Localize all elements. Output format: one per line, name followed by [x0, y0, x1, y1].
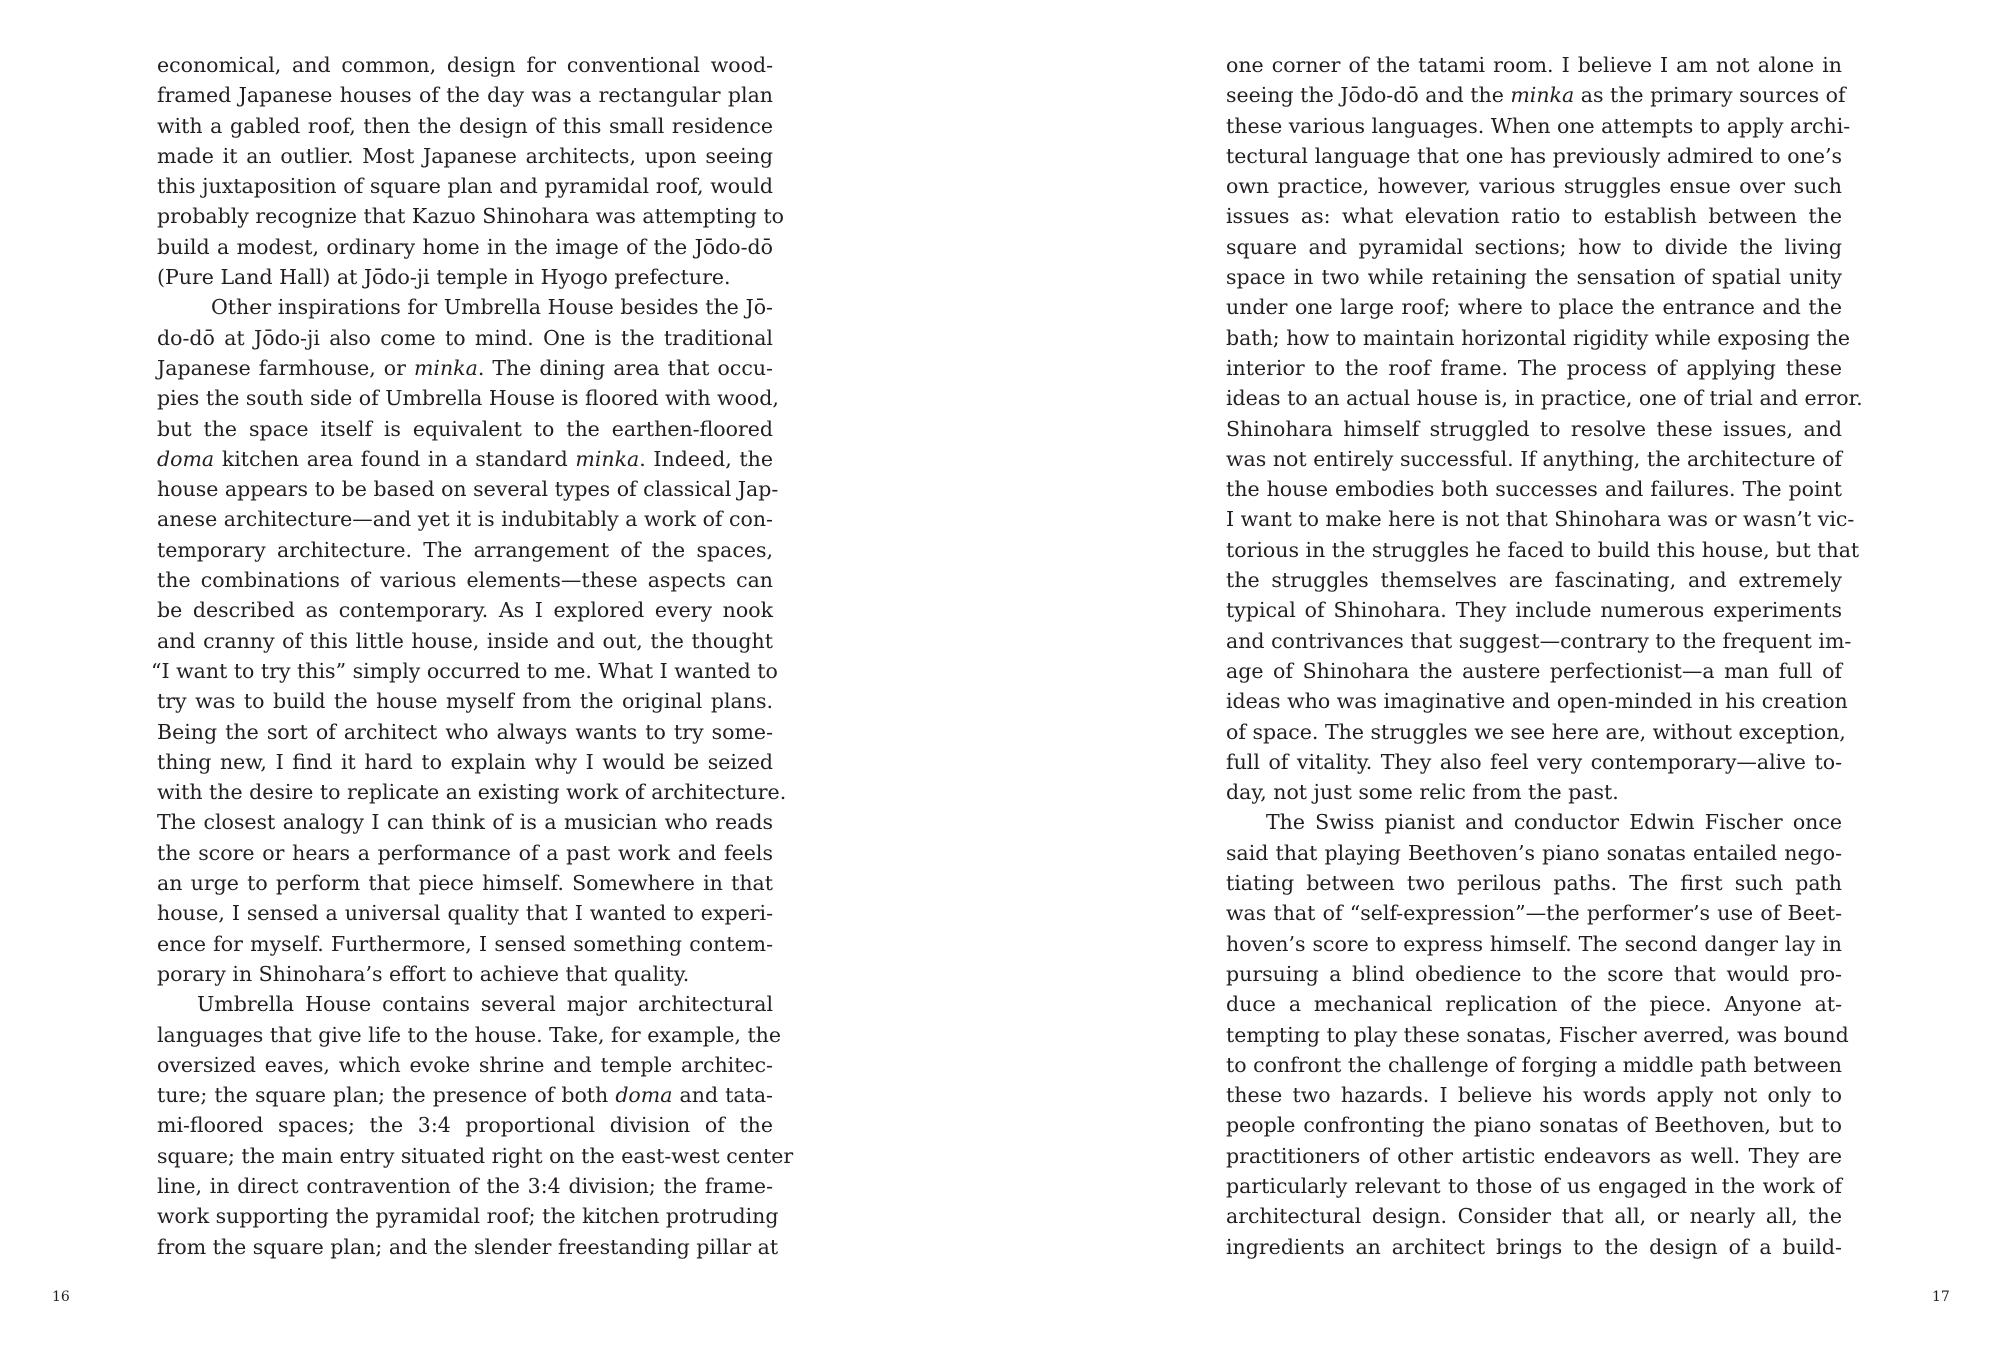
text-line: hoven’s score to express himself. The second danger lay in: [1226, 931, 1842, 956]
text-line: architectural design. Consider that all, or nearly all, the: [1226, 1204, 1842, 1229]
page-number-right: 17: [1932, 1289, 1950, 1305]
text-line: line, in direct contravention of the 3:4 division; the frame-: [157, 1173, 773, 1198]
text-line: porary in Shinohara’s effort to achieve that quality.: [157, 961, 690, 986]
text-line: doma kitchen area found in a standard minka. Indeed, the: [157, 446, 773, 471]
text-line: own practice, however, various struggles ensue over such: [1226, 174, 1842, 199]
text-line: anese architecture—and yet it is indubitably a work of con-: [157, 507, 773, 532]
text-line: interior to the roof frame. The process of applying these: [1226, 355, 1842, 380]
text-line: made it an outlier. Most Japanese architects, upon seeing: [157, 143, 773, 168]
text-line: pies the south side of Umbrella House is floored with wood,: [157, 386, 779, 411]
text-line: temporary architecture. The arrangement of the spaces,: [157, 537, 773, 562]
text-line: languages that give life to the house. Take, for example, the: [157, 1022, 782, 1047]
text-line: Umbrella House contains several major architectural: [197, 992, 773, 1017]
text-line: these two hazards. I believe his words apply not only to: [1226, 1083, 1842, 1108]
text-line: these various languages. When one attempts to apply archi-: [1226, 113, 1851, 138]
text-line: Japanese farmhouse, or minka. The dining area that occu-: [157, 355, 773, 380]
text-line: people confronting the piano sonatas of Beethoven, but to: [1226, 1113, 1842, 1138]
text-line: be described as contemporary. As I explored every nook: [157, 598, 773, 623]
text-line: bath; how to maintain horizontal rigidity while exposing the: [1226, 325, 1851, 350]
text-line: particularly relevant to those of us engaged in the work of: [1226, 1173, 1842, 1198]
text-line: space in two while retaining the sensation of spatial unity: [1226, 265, 1842, 290]
text-line: probably recognize that Kazuo Shinohara was attempting to: [157, 204, 785, 229]
left-text-column: [151, 50, 794, 1262]
right-page: [1000, 0, 2000, 1357]
text-line: do-dō at Jōdo-ji also come to mind. One is the traditional: [157, 325, 773, 350]
text-line: from the square plan; and the slender freestanding pillar at: [157, 1234, 779, 1259]
text-line: this juxtaposition of square plan and pyramidal roof, would: [157, 174, 773, 199]
text-line: Other inspirations for Umbrella House besides the Jō-: [211, 295, 773, 320]
text-line: seeing the Jōdo-dō and the minka as the primary sources of: [1226, 83, 1846, 108]
text-line: work supporting the pyramidal roof; the kitchen protruding: [157, 1204, 779, 1229]
right-text-column: [1226, 50, 1863, 1262]
text-line: was that of “self-expression”—the performer’s use of Beet-: [1226, 901, 1842, 926]
text-line: ture; the square plan; the presence of both doma and tata-: [157, 1083, 773, 1108]
text-line: typical of Shinohara. They include numerous experiments: [1226, 598, 1842, 623]
text-line: duce a mechanical replication of the piece. Anyone at-: [1226, 992, 1842, 1017]
text-line: the score or hears a performance of a past work and feels: [157, 840, 773, 865]
text-line: Being the sort of architect who always wants to try some-: [157, 719, 773, 744]
text-line: under one large roof; where to place the entrance and the: [1226, 295, 1842, 320]
text-line: and cranny of this little house, inside and out, the thought: [157, 628, 773, 653]
text-line: house appears to be based on several types of classical Jap-: [157, 477, 779, 502]
text-line: was not entirely successful. If anything, the architecture of: [1226, 446, 1842, 471]
text-line: said that playing Beethoven’s piano sonatas entailed nego-: [1226, 840, 1842, 865]
text-line: build a modest, ordinary home in the image of the Jōdo-dō: [157, 234, 773, 259]
text-line: thing new, I find it hard to explain why I would be seized: [157, 749, 773, 774]
text-line: the struggles themselves are fascinating, and extremely: [1226, 568, 1842, 593]
text-line: ideas to an actual house is, in practice, one of trial and error.: [1226, 386, 1863, 411]
text-line: (Pure Land Hall) at Jōdo-ji temple in Hyogo prefecture.: [157, 265, 731, 290]
text-line: the house embodies both successes and failures. The point: [1226, 477, 1842, 502]
text-line: an urge to perform that piece himself. Somewhere in that: [157, 871, 773, 896]
text-line: The closest analogy I can think of is a musician who reads: [157, 810, 773, 835]
text-line: tectural language that one has previously admired to one’s: [1226, 143, 1842, 168]
text-line: oversized eaves, which evoke shrine and temple architec-: [157, 1052, 773, 1077]
text-line: “I want to try this” simply occurred to me. What I wanted to: [151, 658, 778, 683]
text-line: The Swiss pianist and conductor Edwin Fischer once: [1266, 810, 1842, 835]
text-line: to confront the challenge of forging a middle path between: [1226, 1052, 1842, 1077]
text-line: and contrivances that suggest—contrary to the frequent im-: [1226, 628, 1852, 653]
text-line: economical, and common, design for conventional wood-: [157, 53, 773, 77]
text-line: framed Japanese houses of the day was a rectangular plan: [157, 83, 773, 108]
text-line: tiating between two perilous paths. The first such path: [1226, 871, 1842, 896]
text-line: but the space itself is equivalent to the earthen-floored: [157, 416, 773, 441]
text-line: with the desire to replicate an existing work of architecture.: [157, 780, 787, 805]
text-line: ence for myself. Furthermore, I sensed something contem-: [157, 931, 773, 956]
text-line: pursuing a blind obedience to the score that would pro-: [1226, 961, 1842, 986]
page-number-left: 16: [52, 1289, 70, 1305]
text-line: ideas who was imaginative and open-minded in his creation: [1226, 689, 1848, 714]
text-line: with a gabled roof, then the design of this small residence: [157, 113, 773, 138]
text-line: full of vitality. They also feel very contemporary—alive to-: [1226, 749, 1842, 774]
text-line: house, I sensed a universal quality that I wanted to experi-: [157, 901, 773, 926]
text-line: age of Shinohara the austere perfectionist—a man full of: [1226, 658, 1842, 683]
text-line: try was to build the house myself from the original plans.: [157, 689, 773, 714]
text-line: square; the main entry situated right on the east-west center: [157, 1143, 794, 1168]
text-line: tempting to play these sonatas, Fischer averred, was bound: [1226, 1022, 1849, 1047]
text-line: ingredients an architect brings to the design of a build-: [1226, 1234, 1842, 1259]
text-line: day, not just some relic from the past.: [1226, 780, 1619, 805]
text-line: square and pyramidal sections; how to divide the living: [1226, 234, 1842, 259]
text-line: practitioners of other artistic endeavors as well. They are: [1226, 1143, 1842, 1168]
text-line: of space. The struggles we see here are, without exception,: [1226, 719, 1846, 744]
text-line: the combinations of various elements—these aspects can: [157, 568, 773, 593]
text-line: torious in the struggles he faced to build this house, but that: [1226, 537, 1860, 562]
text-line: Shinohara himself struggled to resolve these issues, and: [1226, 416, 1842, 441]
text-line: one corner of the tatami room. I believe I am not alone in: [1226, 53, 1842, 77]
text-line: I want to make here is not that Shinohara was or wasn’t vic-: [1226, 507, 1855, 532]
text-line: mi-floored spaces; the 3:4 proportional division of the: [157, 1113, 773, 1138]
text-line: issues as: what elevation ratio to establish between the: [1226, 204, 1842, 229]
